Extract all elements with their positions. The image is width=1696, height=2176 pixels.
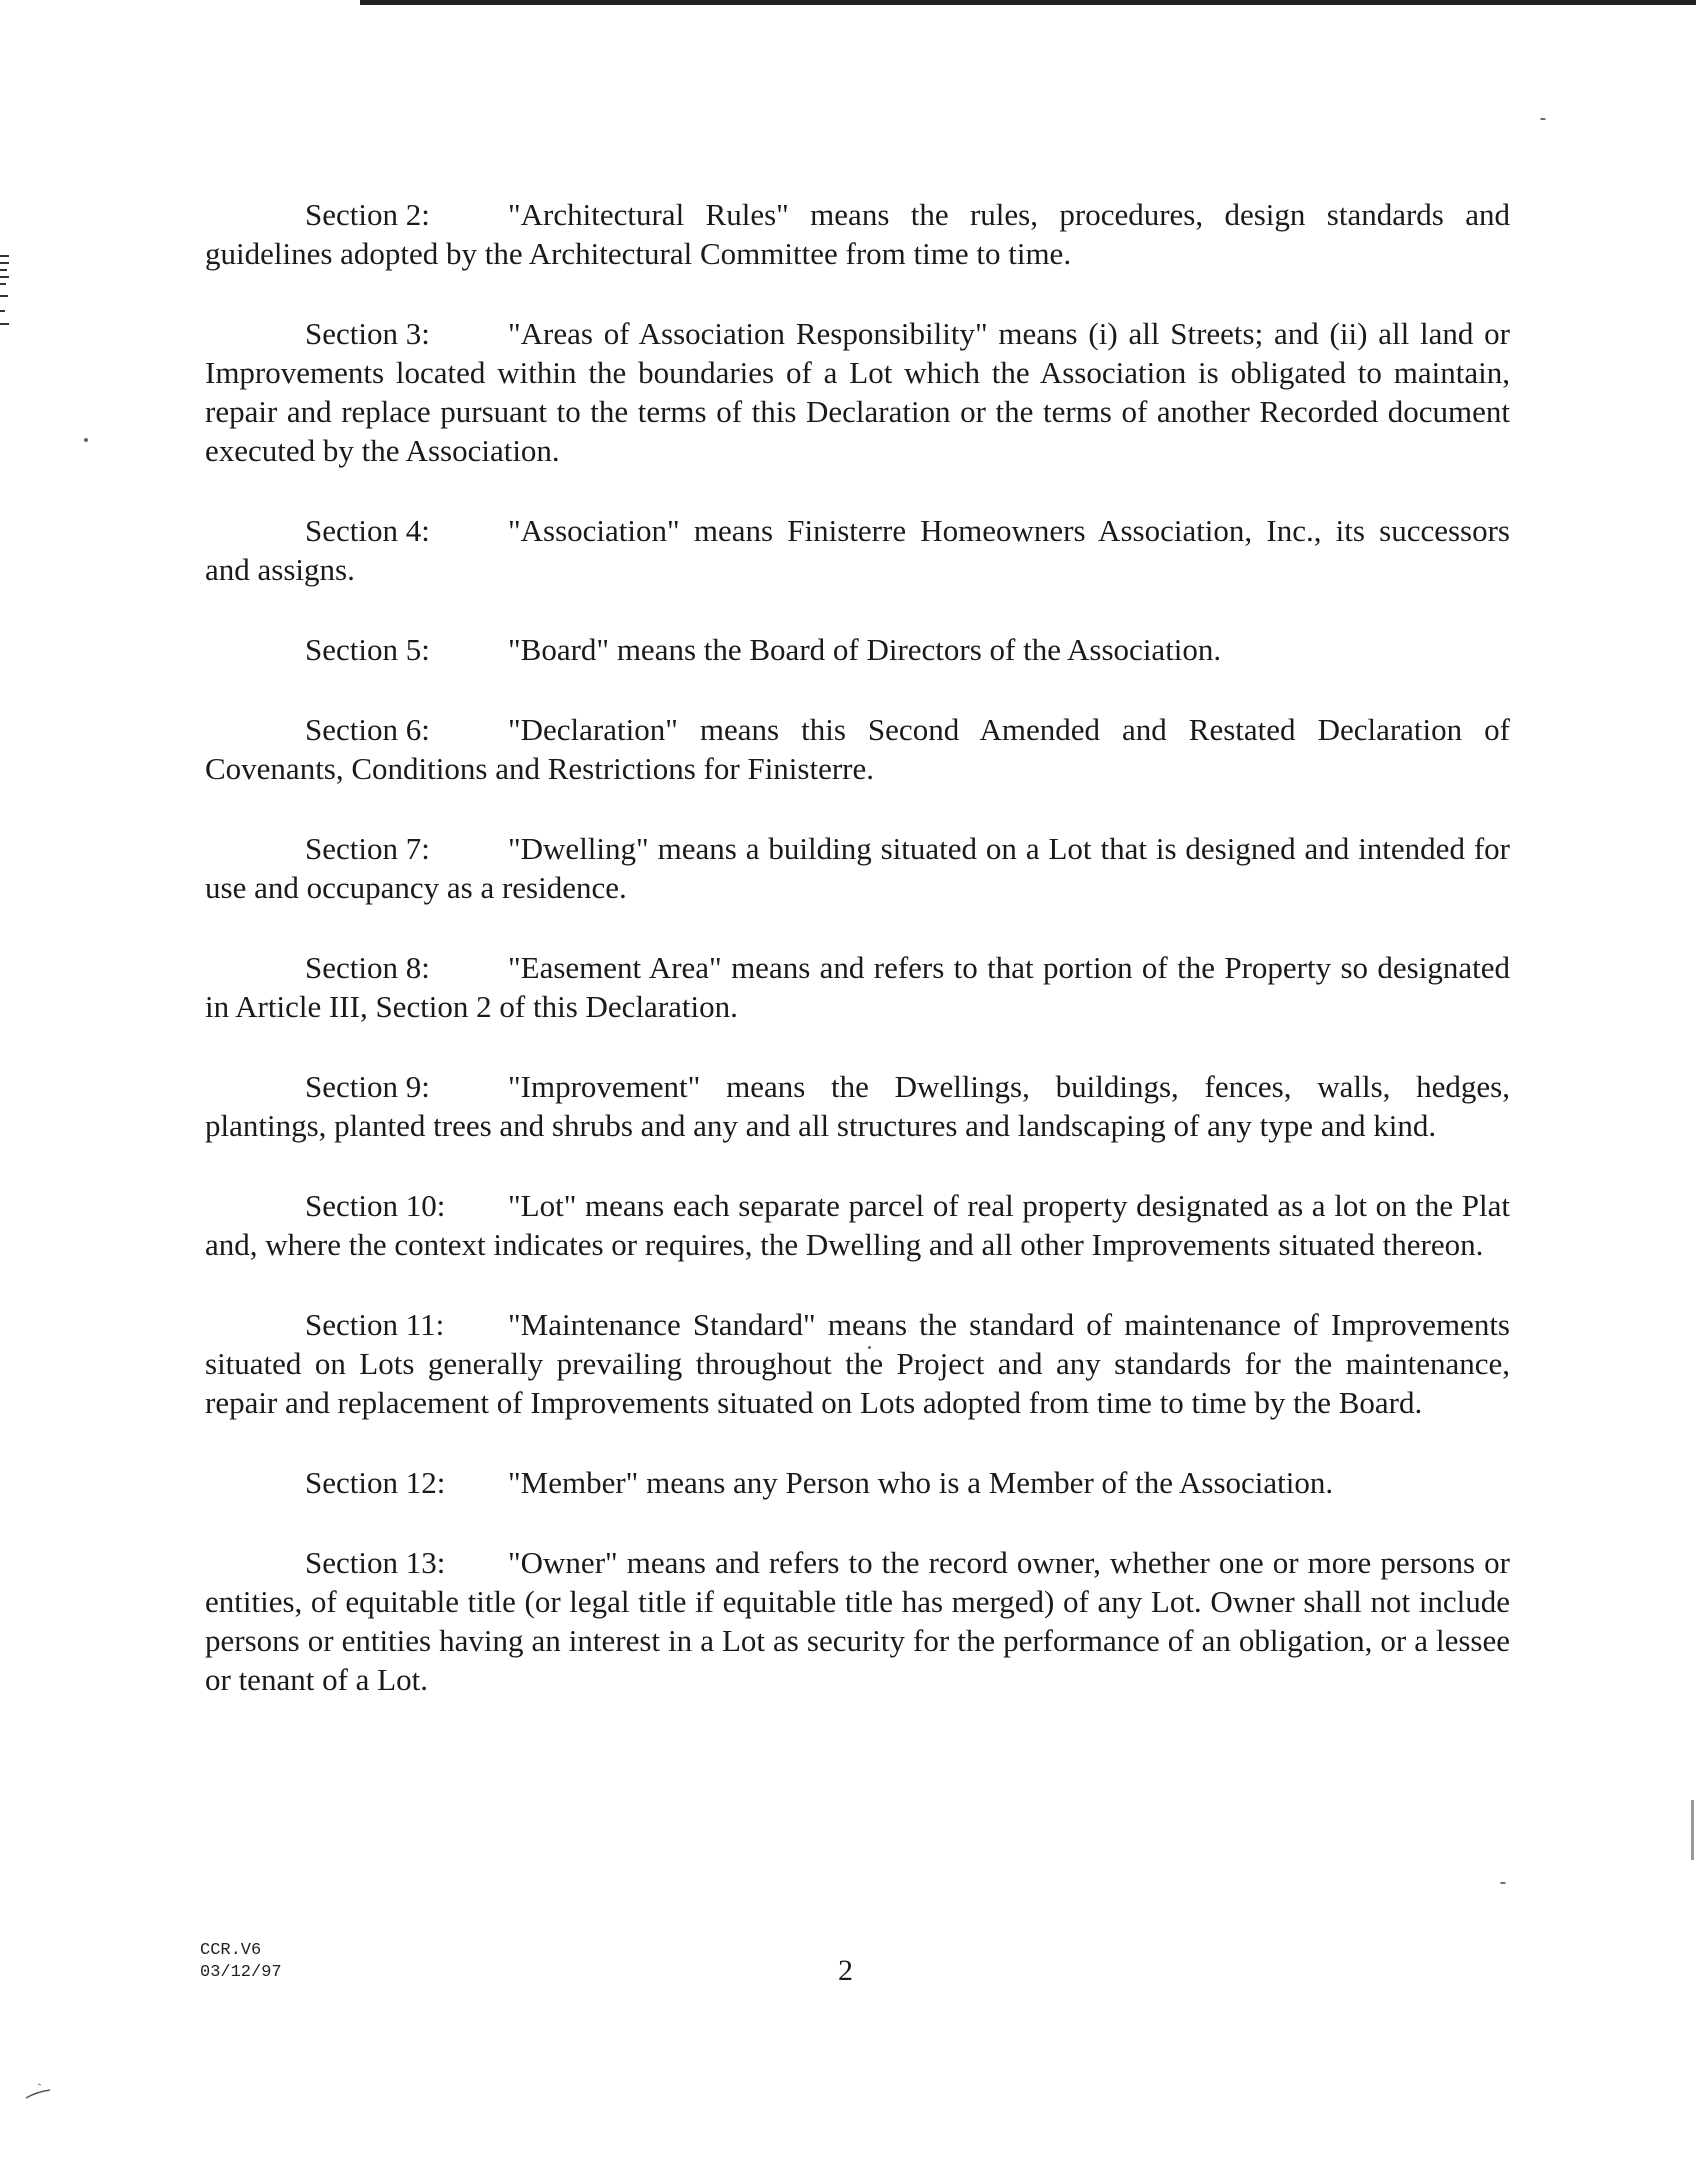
section-number: Section 4:: [305, 513, 430, 548]
section-12: [205, 1463, 1510, 1502]
scan-speck: [84, 438, 88, 442]
section-5: [205, 630, 1510, 669]
scan-binding-marks: [0, 255, 10, 330]
section-text: "Member" means any Person who is a Member of the Association.: [508, 1465, 1334, 1500]
section-7: [205, 829, 1510, 907]
page-number: 2: [838, 1954, 853, 1987]
section-number: Section 10:: [305, 1188, 446, 1223]
section-4: [205, 511, 1510, 589]
scan-top-edge: [360, 0, 1696, 5]
section-8: [205, 948, 1510, 1026]
section-number: Section 7:: [305, 831, 430, 866]
scan-speck: [1691, 1800, 1694, 1860]
section-text: "Declaration" means this Second Amended and Restated Declaration of Covenants, Conditions and Restrictions for Finisterre.: [205, 712, 1510, 786]
section-number: Section 11:: [305, 1307, 445, 1342]
section-number: Section 6:: [305, 712, 430, 747]
section-number: Section 9:: [305, 1069, 430, 1104]
footer-date: 03/12/97: [200, 1963, 282, 1982]
section-text: "Architectural Rules" means the rules, procedures, design standards and guidelines adopted by the Architectural Committee from time to time.: [205, 197, 1510, 271]
section-number: Section 5:: [305, 632, 430, 667]
section-3: [205, 314, 1510, 470]
section-13: [205, 1543, 1510, 1699]
section-10: [205, 1186, 1510, 1264]
section-9: [205, 1067, 1510, 1145]
footer-code-label: CCR.V6: [200, 1941, 262, 1960]
section-text: "Dwelling" means a building situated on a Lot that is designed and intended for use and occupancy as a residence.: [205, 831, 1510, 905]
scan-speck: [1540, 118, 1546, 120]
scan-speck: [1500, 1882, 1506, 1884]
section-number: Section 8:: [305, 950, 430, 985]
section-text: "Owner" means and refers to the record owner, whether one or more persons or entities, of equitable title (or legal title if equitable title has merged) of any Lot. Owner shall not include persons or entities having an interest in a Lot as security for the performance of an obligation, or a lessee or tenant of a Lot.: [205, 1545, 1510, 1697]
section-number: Section 3:: [305, 316, 430, 351]
section-text: "Easement Area" means and refers to that portion of the Property so designated in Article III, Section 2 of this Declaration.: [205, 950, 1510, 1024]
document-body: [205, 195, 1510, 1740]
section-number: Section 12:: [305, 1465, 446, 1500]
footer-doc-code: [200, 1940, 282, 1984]
section-text: "Association" means Finisterre Homeowners Association, Inc., its successors and assigns.: [205, 513, 1510, 587]
section-text: "Improvement" means the Dwellings, buildings, fences, walls, hedges, plantings, planted trees and shrubs and any and all structures and landscaping of any type and kind.: [205, 1069, 1510, 1143]
section-6: [205, 710, 1510, 788]
section-number: Section 13:: [305, 1545, 446, 1580]
section-text: "Board" means the Board of Directors of the Association.: [508, 632, 1222, 667]
section-number: Section 2:: [305, 197, 430, 232]
section-2: [205, 195, 1510, 273]
section-text: "Lot" means each separate parcel of real property designated as a lot on the Plat and, where the context indicates or requires, the Dwelling and all other Improvements situated thereon.: [205, 1188, 1510, 1262]
section-11: [205, 1305, 1510, 1422]
section-text: "Maintenance Standard" means the standard of maintenance of Improvements situated on Lots generally prevailing throughout the Project and any standards for the maintenance, repair and replacement of Improvements situated on Lots adopted from time to time by the Board.: [205, 1307, 1510, 1420]
section-text: "Areas of Association Responsibility" means (i) all Streets; and (ii) all land or Improvements located within the boundaries of a Lot which the Association is obligated to maintain, repair and replace pursuant to the terms of this Declaration or the terms of another Recorded document executed by the Association.: [205, 316, 1510, 468]
scan-pen-mark: [24, 2080, 54, 2102]
